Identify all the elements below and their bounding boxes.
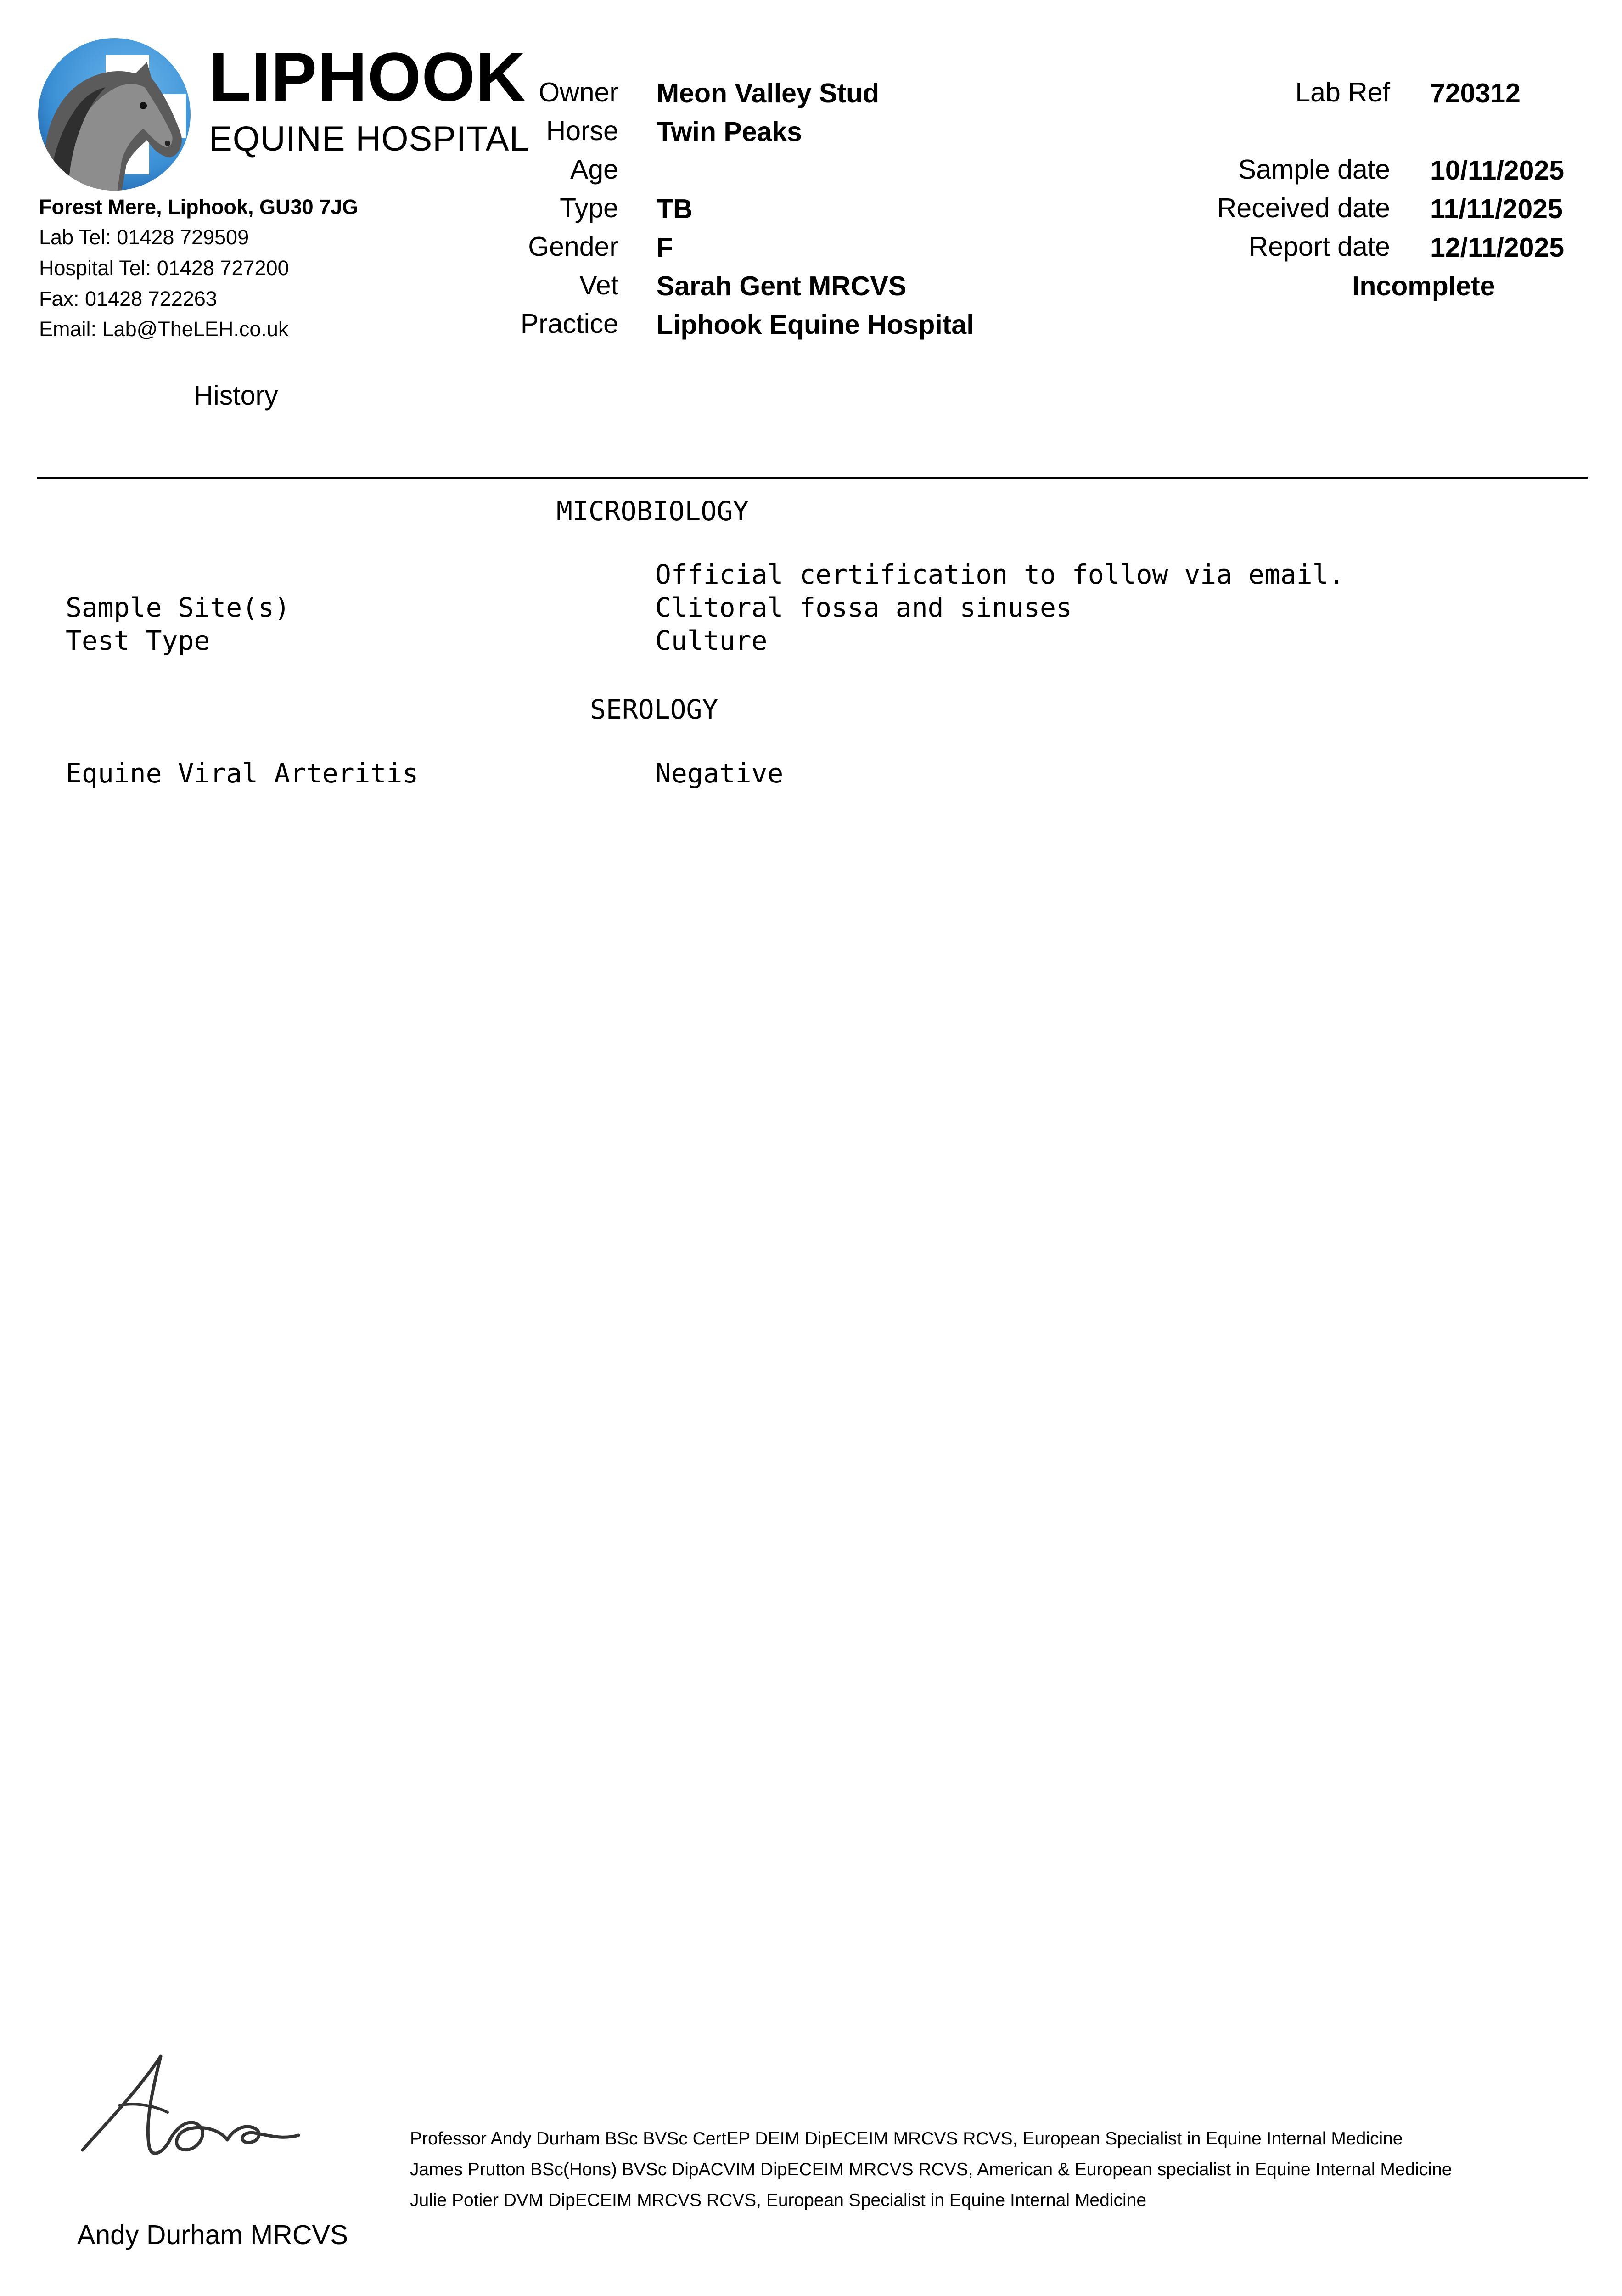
- brand-name: LIPHOOK: [209, 38, 526, 115]
- gender-value: F: [657, 232, 673, 263]
- sample-site-label: Sample Site(s): [66, 592, 290, 623]
- lab-telephone: Lab Tel: 01428 729509: [39, 225, 249, 249]
- evа-test-label: Equine Viral Arteritis: [66, 758, 419, 789]
- gender-label: Gender: [528, 231, 618, 262]
- received-date-value: 11/11/2025: [1430, 194, 1563, 224]
- type-value: TB: [657, 194, 693, 224]
- hospital-address: Forest Mere, Liphook, GU30 7JG: [39, 195, 359, 219]
- report-date-label: Report date: [1248, 231, 1390, 262]
- credential-line: James Prutton BSc(Hons) BVSc DipACVIM DipECEIM MRCVS RCVS, American & European specialist in Equine Internal Medicine: [410, 2160, 1452, 2179]
- vet-value: Sarah Gent MRCVS: [657, 271, 907, 301]
- hospital-telephone: Hospital Tel: 01428 727200: [39, 256, 289, 280]
- email-address: Email: Lab@TheLEH.co.uk: [39, 317, 289, 341]
- section-divider: [37, 477, 1588, 479]
- owner-value: Meon Valley Stud: [657, 78, 880, 108]
- sample-site-value: Clitoral fossa and sinuses: [655, 592, 1072, 623]
- brand-subtitle: EQUINE HOSPITAL: [209, 119, 529, 158]
- serology-heading: SEROLOGY: [590, 694, 718, 725]
- certification-note: Official certification to follow via email.: [655, 559, 1345, 590]
- horse-head-cross-logo: [37, 37, 192, 192]
- received-date-label: Received date: [1217, 193, 1390, 223]
- age-label: Age: [570, 154, 618, 185]
- owner-label: Owner: [539, 77, 618, 107]
- handwritten-signature: [76, 2048, 314, 2167]
- vet-label: Vet: [579, 270, 618, 300]
- practice-label: Practice: [520, 309, 618, 339]
- credential-line: Professor Andy Durham BSc BVSc CertEP DEIM DipECEIM MRCVS RCVS, European Specialist in Equine Internal Medicine: [410, 2129, 1403, 2149]
- horse-value: Twin Peaks: [657, 117, 802, 147]
- test-type-value: Culture: [655, 625, 768, 656]
- history-label: History: [194, 380, 278, 411]
- credential-line: Julie Potier DVM DipECEIM MRCVS RCVS, European Specialist in Equine Internal Medicine: [410, 2190, 1147, 2210]
- eva-result-value: Negative: [655, 758, 784, 789]
- fax-number: Fax: 01428 722263: [39, 287, 217, 310]
- report-date-value: 12/11/2025: [1430, 232, 1565, 263]
- sample-date-label: Sample date: [1238, 154, 1390, 185]
- horse-label: Horse: [546, 116, 618, 146]
- signatory-name: Andy Durham MRCVS: [77, 2220, 348, 2250]
- report-status: Incomplete: [1352, 271, 1495, 301]
- microbiology-heading: MICROBIOLOGY: [556, 495, 749, 527]
- lab-ref-label: Lab Ref: [1295, 77, 1390, 107]
- lab-ref-value: 720312: [1430, 78, 1521, 108]
- practice-value: Liphook Equine Hospital: [657, 310, 974, 340]
- sample-date-value: 10/11/2025: [1430, 155, 1565, 186]
- test-type-label: Test Type: [66, 625, 210, 656]
- type-label: Type: [560, 193, 618, 223]
